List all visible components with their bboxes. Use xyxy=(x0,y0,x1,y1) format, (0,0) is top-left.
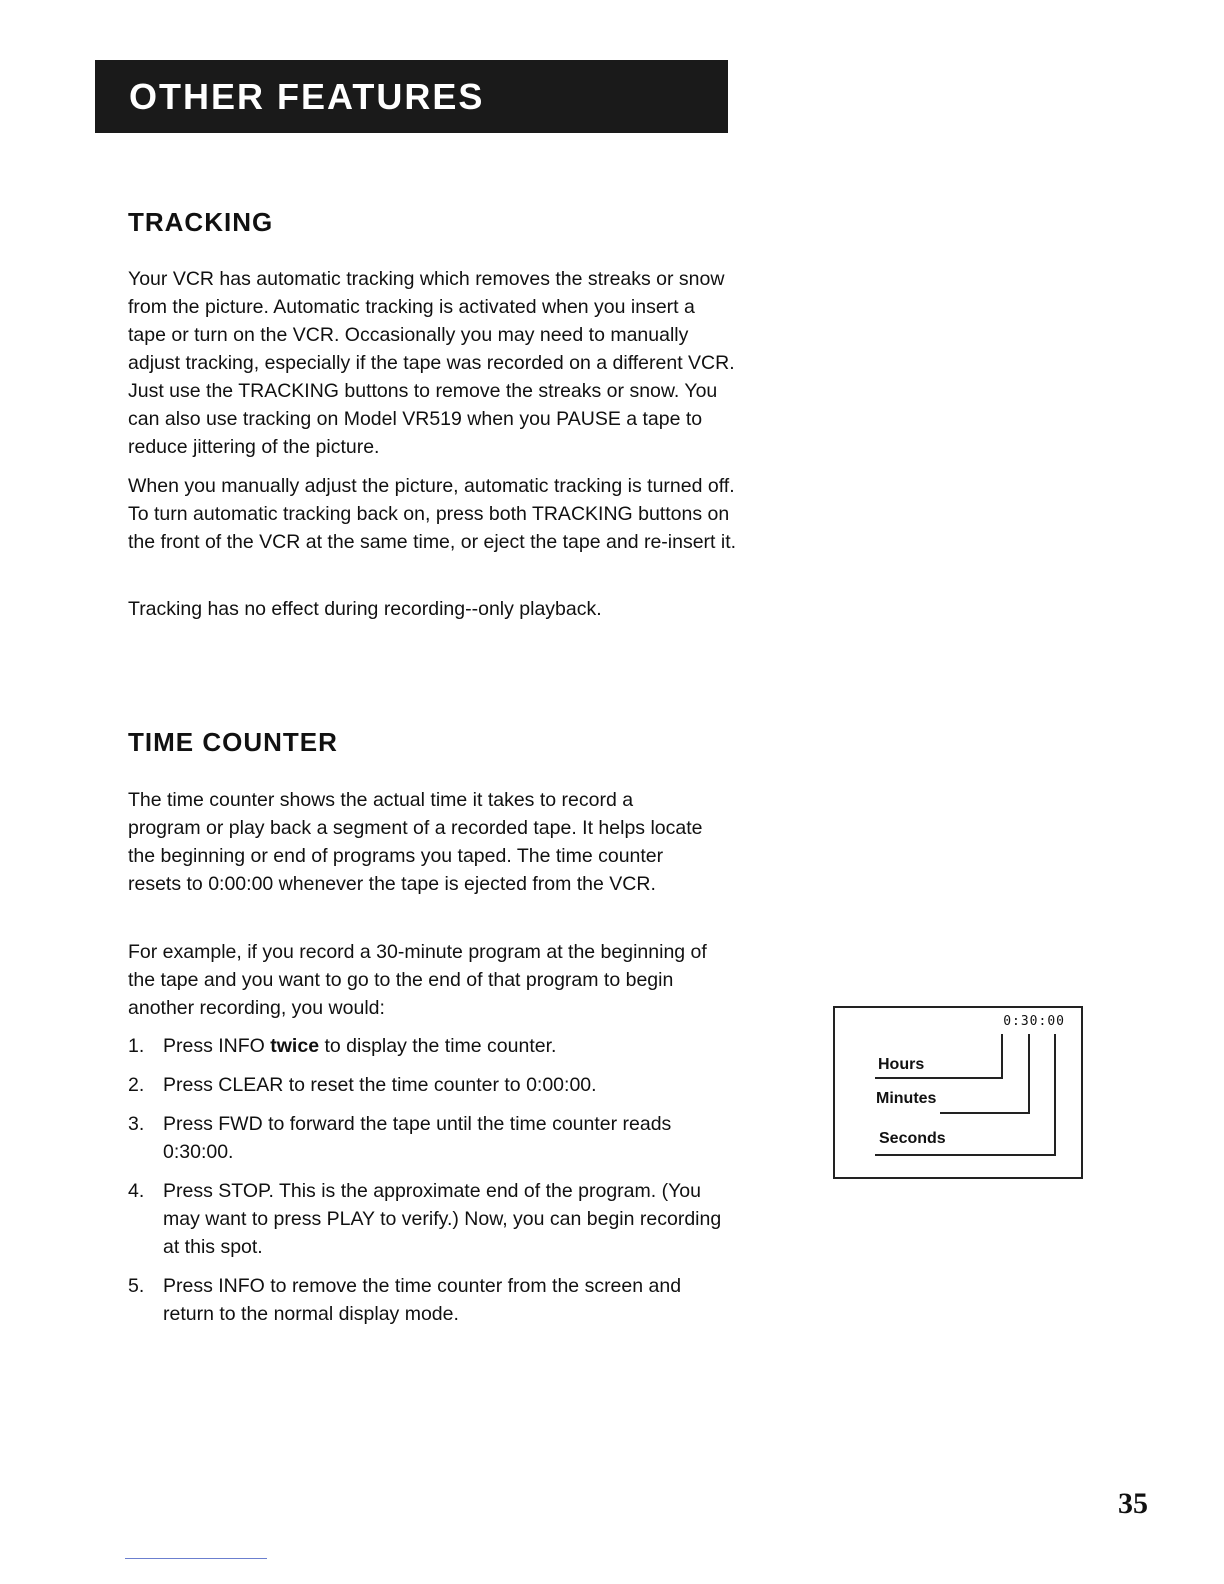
time-counter-heading: TIME COUNTER xyxy=(128,727,338,757)
time-counter-paragraph-1: The time counter shows the actual time it takes to record a program or play back a segment of a recorded tape. It helps locate the beginning or end of programs you taped. The time counter resets to 0:00:00 whenever the tape is ejected from the VCR. xyxy=(128,789,703,895)
seconds-leader-horizontal xyxy=(875,1154,1056,1156)
tracking-paragraph-3: Tracking has no effect during recording--only playback. xyxy=(128,598,602,620)
tracking-heading: TRACKING xyxy=(128,207,274,237)
step-number: 5. xyxy=(128,1275,145,1297)
list-item xyxy=(128,1272,728,1328)
list-item xyxy=(128,1032,728,1060)
tracking-paragraph-2: When you manually adjust the picture, automatic tracking is turned off. To turn automatic tracking back on, press both TRACKING buttons on the front of the VCR at the same time, or eject the tape and re-insert it. xyxy=(128,475,737,553)
minutes-leader-vertical xyxy=(1028,1034,1030,1114)
step-text: Press CLEAR to reset the time counter to 0:00:00. xyxy=(163,1074,597,1096)
page-number: 35 xyxy=(1118,1487,1148,1520)
hours-label: Hours xyxy=(878,1056,925,1073)
time-counter-paragraph-2: For example, if you record a 30-minute program at the beginning of the tape and you want to go to the end of that program to begin another recording, you would: xyxy=(128,941,707,1019)
banner-title: OTHER FEATURES xyxy=(129,75,485,117)
hours-leader-horizontal xyxy=(875,1077,1003,1079)
tracking-paragraph-1: Your VCR has automatic tracking which removes the streaks or snow from the picture. Automatic tracking is activated when you insert a tape or turn on the VCR. Occasionally you may need to manually adjust tracking, especially if the tape was recorded on a different VCR. Just use the TRACKING buttons to remove the streaks or snow. You can also use tracking on Model VR519 when you PAUSE a tape to reduce jittering of the picture. xyxy=(128,268,735,458)
minutes-label: Minutes xyxy=(876,1090,937,1107)
footer-rule xyxy=(125,1558,267,1559)
seconds-leader-vertical xyxy=(1054,1034,1056,1156)
minutes-leader-horizontal xyxy=(940,1112,1030,1114)
step-text: Press INFO to remove the time counter from the screen and return to the normal display mode. xyxy=(163,1275,682,1325)
time-counter-diagram xyxy=(833,1006,1083,1179)
steps-list xyxy=(128,1032,728,1339)
step-number: 3. xyxy=(128,1113,145,1135)
step-number: 4. xyxy=(128,1180,145,1202)
hours-leader-vertical xyxy=(1001,1034,1003,1078)
step-emphasis: twice xyxy=(270,1035,320,1057)
list-item xyxy=(128,1071,728,1099)
counter-readout: 0:30:00 xyxy=(1003,1014,1065,1029)
step-number: 1. xyxy=(128,1035,145,1057)
step-text: Press INFO xyxy=(163,1035,271,1057)
step-number: 2. xyxy=(128,1074,145,1096)
step-text-end: to display the time counter. xyxy=(319,1035,557,1057)
section-banner xyxy=(95,60,728,133)
seconds-label: Seconds xyxy=(879,1130,946,1147)
list-item xyxy=(128,1110,728,1166)
step-text: Press STOP. This is the approximate end of the program. (You may want to press PLAY to verify.) Now, you can begin recording at this spot. xyxy=(163,1180,722,1258)
step-text: Press FWD to forward the tape until the time counter reads 0:30:00. xyxy=(163,1113,672,1163)
list-item xyxy=(128,1177,728,1261)
